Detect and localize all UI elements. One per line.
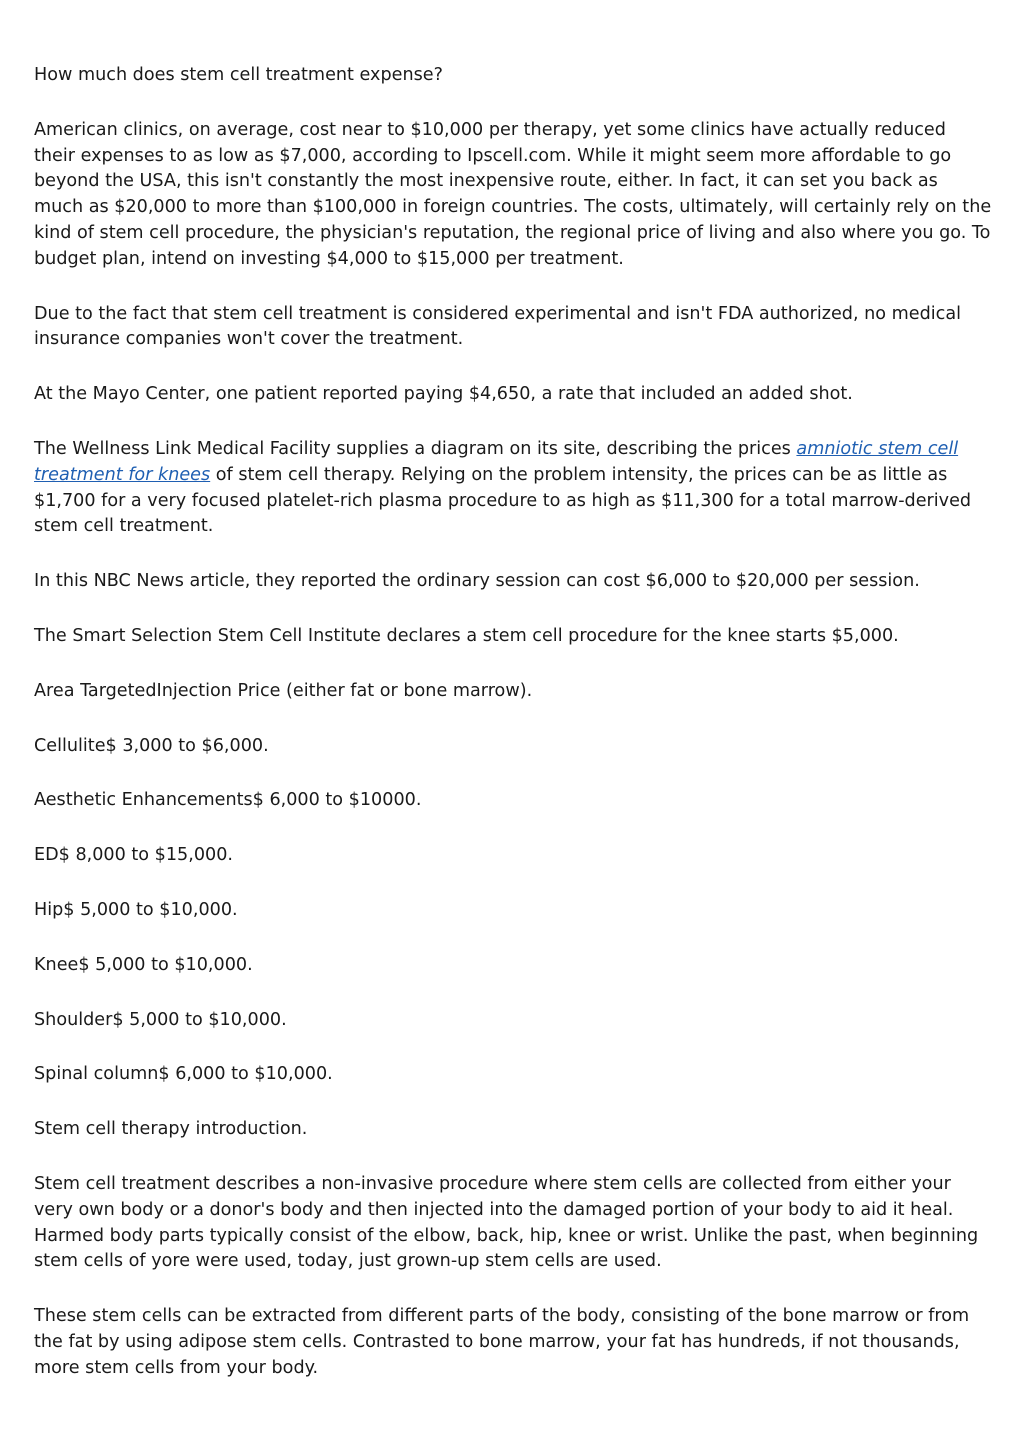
amniotic-stem-cell-link[interactable]: amniotic stem cell treatment for knees (34, 438, 959, 485)
mayo-center-paragraph: At the Mayo Center, one patient reported paying $4,650, a rate that included an added shot. (34, 384, 853, 405)
introduction-heading-paragraph: Stem cell therapy introduction. (34, 1119, 308, 1140)
document-body (34, 63, 992, 1411)
price-row-aesthetic: Aesthetic Enhancements$ 6,000 to $10000. (34, 790, 422, 811)
wellness-link-paragraph (34, 437, 992, 540)
price-row-hip: Hip$ 5,000 to $10,000. (34, 899, 238, 920)
price-row-cellulite: Cellulite$ 3,000 to $6,000. (34, 735, 269, 756)
price-row-spinal-column: Spinal column$ 6,000 to $10,000. (34, 1064, 333, 1085)
insurance-paragraph: Due to the fact that stem cell treatment is considered experimental and isn't FDA authorized, no medical insurance companies won't cover the treatment. (34, 303, 962, 350)
wellness-link-text-after: of stem cell therapy. Relying on the problem intensity, the prices can be as little as $1,700 for a very focused platelet-rich plasma procedure to as high as $11,300 for a total marrow-derived stem cell treatment. (34, 464, 972, 537)
wellness-link-text-before: The Wellness Link Medical Facility supplies a diagram on its site, describing the prices (34, 438, 797, 459)
treatment-description-paragraph: Stem cell treatment describes a non-invasive procedure where stem cells are collected from either your very own body or a donor's body and then injected into the damaged portion of your body to aid it heal. Harmed body parts typically consist of the elbow, back, hip, knee or wrist. Unlike the past, when beginning stem cells of yore were used, today, just grown-up stem cells are used. (34, 1173, 979, 1272)
price-row-ed: ED$ 8,000 to $15,000. (34, 845, 234, 866)
nbc-news-paragraph: In this NBC News article, they reported the ordinary session can cost $6,000 to $20,000 per session. (34, 571, 920, 592)
heading-paragraph: How much does stem cell treatment expense? (34, 65, 443, 85)
price-row-knee: Knee$ 5,000 to $10,000. (34, 954, 253, 975)
smart-selection-paragraph: The Smart Selection Stem Cell Institute declares a stem cell procedure for the knee starts $5,000. (34, 625, 899, 646)
price-table-header: Area TargetedInjection Price (either fat or bone marrow). (34, 680, 533, 701)
cost-overview-paragraph: American clinics, on average, cost near to $10,000 per therapy, yet some clinics have actually reduced their expenses to as low as $7,000, according to Ipscell.com. While it might seem more affordable to go beyond the USA, this isn't constantly the most inexpensive route, either. In fact, it can set you back as much as $20,000 to more than $100,000 in foreign countries. The costs, ultimately, will certainly rely on the kind of stem cell procedure, the physician's reputation, the regional price of living and also where you go. To budget plan, intend on investing $4,000 to $15,000 per treatment. (34, 119, 992, 269)
stem-cell-sources-paragraph: These stem cells can be extracted from different parts of the body, consisting of the bone marrow or from the fat by using adipose stem cells. Contrasted to bone marrow, your fat has hundreds, if not thousands, more stem cells from your body. (34, 1306, 970, 1378)
price-row-shoulder: Shoulder$ 5,000 to $10,000. (34, 1009, 287, 1030)
